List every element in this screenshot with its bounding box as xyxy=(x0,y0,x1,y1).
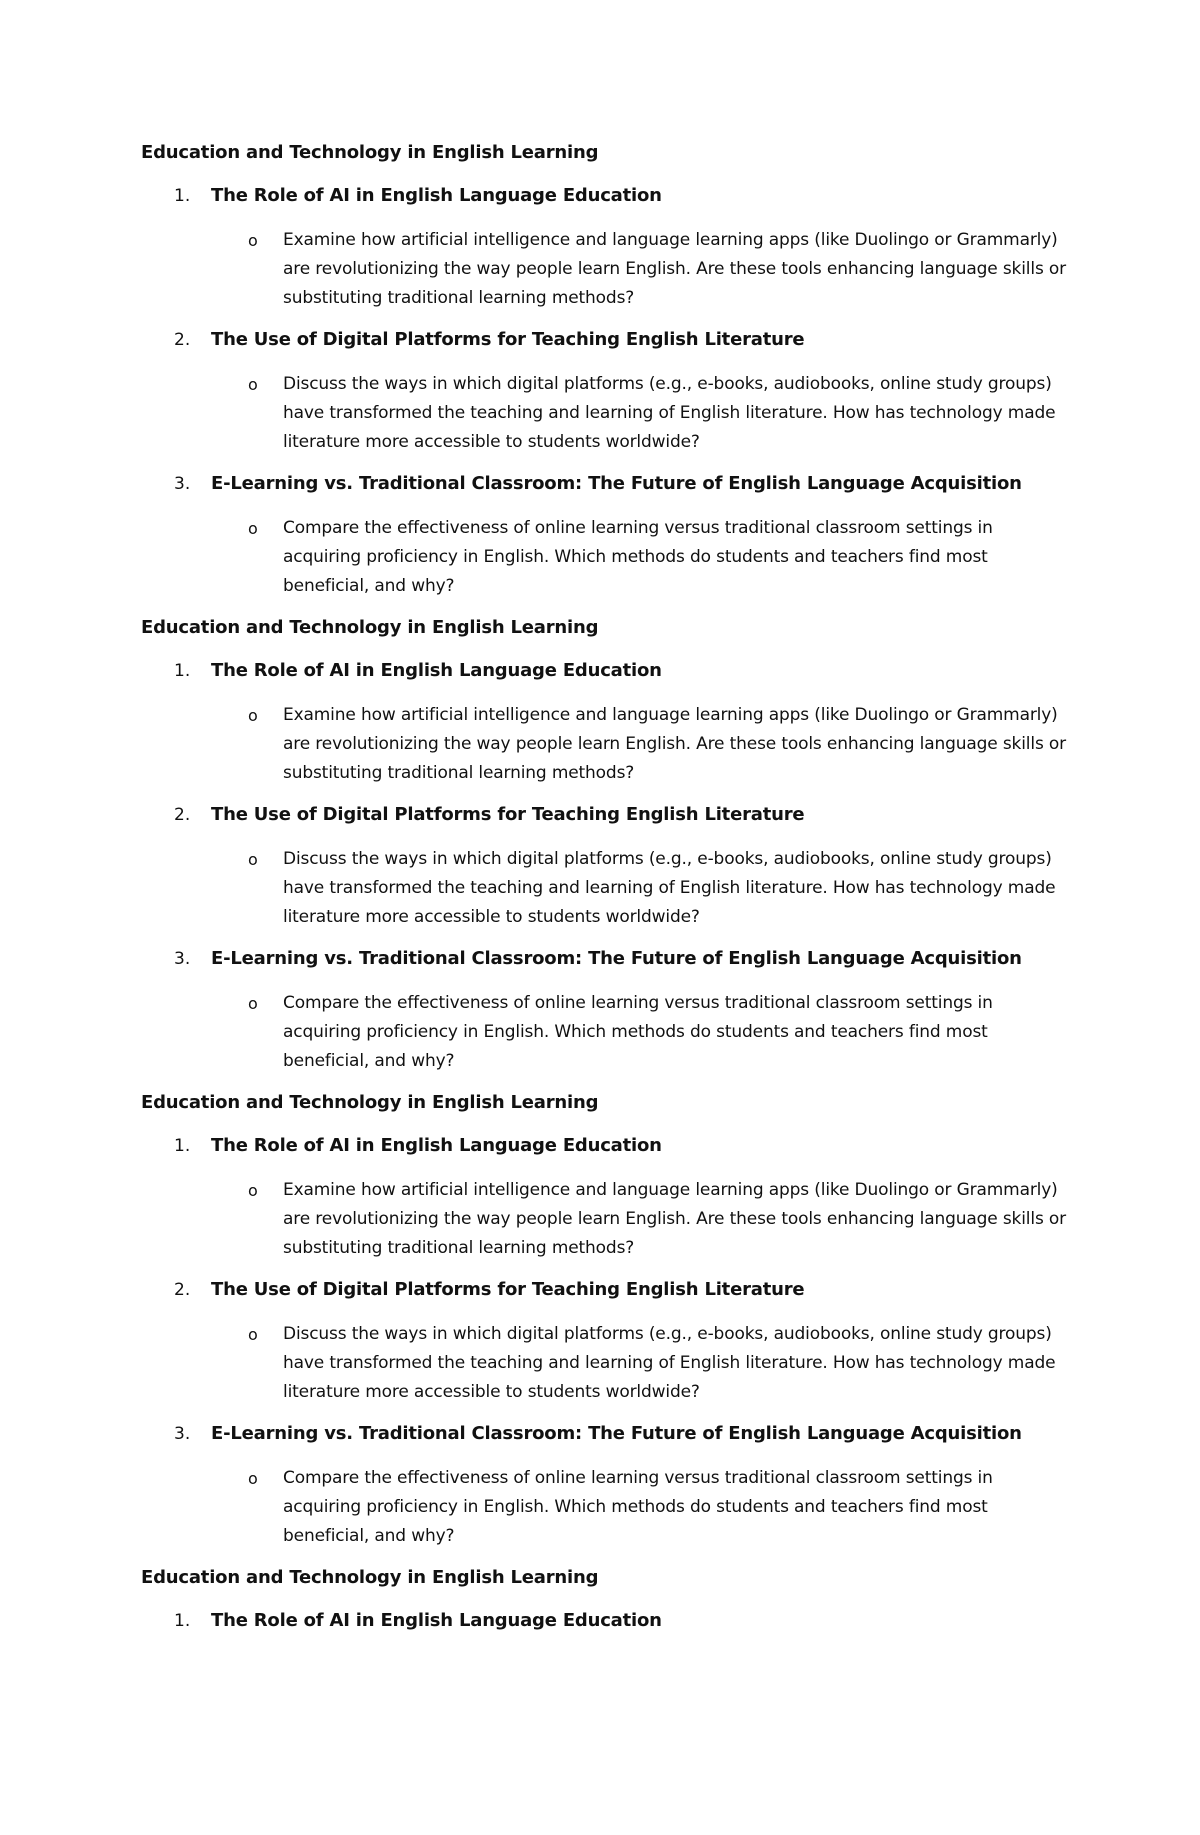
topic-number: 3. xyxy=(174,1424,191,1444)
bullet-item xyxy=(141,989,1071,1076)
bullet-marker: o xyxy=(248,850,258,869)
topic-title-row xyxy=(141,658,1071,684)
section xyxy=(141,1565,1071,1634)
bullet-marker: o xyxy=(248,1181,258,1200)
section-heading: Education and Technology in English Learning xyxy=(141,1567,599,1588)
topic-title: E-Learning vs. Traditional Classroom: The Future of English Language Acquisition xyxy=(211,473,1022,494)
topic-item xyxy=(141,1133,1071,1263)
bullet-marker: o xyxy=(248,375,258,394)
topic-number: 1. xyxy=(174,1136,191,1156)
topic-title: The Role of AI in English Language Education xyxy=(211,185,662,206)
bullet-item xyxy=(141,1320,1071,1407)
bullet-text: Compare the effectiveness of online learning versus traditional classroom settings in acquiring proficiency in English. Which methods do students and teachers find most beneficial, and why? xyxy=(283,1468,993,1546)
topic-item xyxy=(141,946,1071,1076)
bullet-marker: o xyxy=(248,231,258,250)
topic-number: 3. xyxy=(174,949,191,969)
bullet-text: Discuss the ways in which digital platforms (e.g., e-books, audiobooks, online study groups) have transformed the teaching and learning of English literature. How has technology made literature more accessible to students worldwide? xyxy=(283,374,1056,452)
bullet-marker: o xyxy=(248,519,258,538)
topic-title: The Use of Digital Platforms for Teaching English Literature xyxy=(211,804,805,825)
bullet-marker: o xyxy=(248,994,258,1013)
bullet-marker: o xyxy=(248,1325,258,1344)
bullet-text: Examine how artificial intelligence and language learning apps (like Duolingo or Grammarly) are revolutionizing the way people learn English. Are these tools enhancing language skills or substituting traditional learning methods? xyxy=(283,230,1066,308)
topic-title: E-Learning vs. Traditional Classroom: The Future of English Language Acquisition xyxy=(211,948,1022,969)
bullet-text: Discuss the ways in which digital platforms (e.g., e-books, audiobooks, online study groups) have transformed the teaching and learning of English literature. How has technology made literature more accessible to students worldwide? xyxy=(283,849,1056,927)
topic-number: 3. xyxy=(174,474,191,494)
section-heading: Education and Technology in English Learning xyxy=(141,1092,599,1113)
topic-title-row xyxy=(141,327,1071,353)
bullet-text: Compare the effectiveness of online learning versus traditional classroom settings in acquiring proficiency in English. Which methods do students and teachers find most beneficial, and why? xyxy=(283,518,993,596)
topic-title-row xyxy=(141,1277,1071,1303)
topic-title-row xyxy=(141,946,1071,972)
topic-item xyxy=(141,327,1071,457)
topic-title: The Role of AI in English Language Education xyxy=(211,1610,662,1631)
topic-item xyxy=(141,471,1071,601)
bullet-item xyxy=(141,226,1071,313)
topic-title-row xyxy=(141,802,1071,828)
topic-title: The Use of Digital Platforms for Teaching English Literature xyxy=(211,329,805,350)
topic-item xyxy=(141,802,1071,932)
document-body xyxy=(141,140,1071,1651)
topic-title: The Role of AI in English Language Education xyxy=(211,1135,662,1156)
bullet-item xyxy=(141,1176,1071,1263)
topic-title: The Use of Digital Platforms for Teaching English Literature xyxy=(211,1279,805,1300)
topic-item xyxy=(141,658,1071,788)
bullet-marker: o xyxy=(248,706,258,725)
topic-title: The Role of AI in English Language Education xyxy=(211,660,662,681)
section xyxy=(141,140,1071,601)
topic-item xyxy=(141,183,1071,313)
bullet-text: Examine how artificial intelligence and language learning apps (like Duolingo or Grammarly) are revolutionizing the way people learn English. Are these tools enhancing language skills or substituting traditional learning methods? xyxy=(283,705,1066,783)
topic-number: 1. xyxy=(174,661,191,681)
topic-number: 1. xyxy=(174,186,191,206)
bullet-marker: o xyxy=(248,1469,258,1488)
topic-number: 2. xyxy=(174,1280,191,1300)
section-heading: Education and Technology in English Learning xyxy=(141,617,599,638)
topic-title-row xyxy=(141,471,1071,497)
bullet-text: Discuss the ways in which digital platforms (e.g., e-books, audiobooks, online study groups) have transformed the teaching and learning of English literature. How has technology made literature more accessible to students worldwide? xyxy=(283,1324,1056,1402)
topic-title-row xyxy=(141,1133,1071,1159)
topic-title-row xyxy=(141,183,1071,209)
topic-title-row xyxy=(141,1421,1071,1447)
topic-item xyxy=(141,1608,1071,1634)
section-heading: Education and Technology in English Learning xyxy=(141,142,599,163)
topic-number: 2. xyxy=(174,805,191,825)
topic-item xyxy=(141,1421,1071,1551)
bullet-item xyxy=(141,370,1071,457)
section xyxy=(141,1090,1071,1551)
bullet-text: Examine how artificial intelligence and language learning apps (like Duolingo or Grammarly) are revolutionizing the way people learn English. Are these tools enhancing language skills or substituting traditional learning methods? xyxy=(283,1180,1066,1258)
section xyxy=(141,615,1071,1076)
topic-item xyxy=(141,1277,1071,1407)
bullet-item xyxy=(141,845,1071,932)
topic-number: 2. xyxy=(174,330,191,350)
topic-title: E-Learning vs. Traditional Classroom: The Future of English Language Acquisition xyxy=(211,1423,1022,1444)
bullet-item xyxy=(141,1464,1071,1551)
bullet-item xyxy=(141,701,1071,788)
topic-title-row xyxy=(141,1608,1071,1634)
bullet-text: Compare the effectiveness of online learning versus traditional classroom settings in acquiring proficiency in English. Which methods do students and teachers find most beneficial, and why? xyxy=(283,993,993,1071)
bullet-item xyxy=(141,514,1071,601)
topic-number: 1. xyxy=(174,1611,191,1631)
